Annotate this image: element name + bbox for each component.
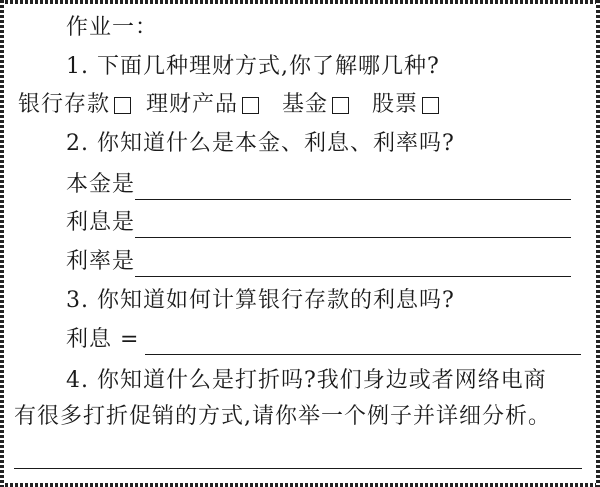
field-label: 利息是 xyxy=(66,210,136,235)
answer-blank[interactable] xyxy=(135,175,571,200)
answer-blank[interactable] xyxy=(135,252,571,277)
option-label: 理财产品 xyxy=(146,92,239,117)
field-interest-rate xyxy=(66,247,571,277)
answer-blank[interactable] xyxy=(135,213,571,238)
dashed-border-bottom xyxy=(0,483,600,487)
field-principal xyxy=(66,170,571,200)
question-1-options xyxy=(18,90,454,120)
worksheet-title: 作业一： xyxy=(66,15,159,40)
dashed-border-right xyxy=(596,0,600,487)
checkbox[interactable] xyxy=(332,97,349,114)
field-label: 利息 = xyxy=(66,327,140,352)
option-stock[interactable] xyxy=(372,90,442,120)
field-interest xyxy=(66,208,571,238)
option-label: 银行存款 xyxy=(18,92,111,117)
field-label: 利率是 xyxy=(66,249,136,274)
question-1-text: 1. 下面几种理财方式,你了解哪几种? xyxy=(66,54,440,79)
option-label: 股票 xyxy=(372,92,419,117)
option-label: 基金 xyxy=(282,92,329,117)
dashed-border-top xyxy=(0,0,600,4)
checkbox[interactable] xyxy=(422,97,439,114)
option-fund[interactable] xyxy=(282,90,352,120)
field-label: 本金是 xyxy=(66,172,136,197)
answer-line[interactable] xyxy=(14,468,582,469)
question-4-line-2: 有很多打折促销的方式,请你举一个例子并详细分析。 xyxy=(14,404,551,429)
field-interest-formula xyxy=(66,325,581,355)
question-3-text: 3. 你知道如何计算银行存款的利息吗? xyxy=(66,288,455,313)
answer-blank[interactable] xyxy=(145,330,581,355)
checkbox[interactable] xyxy=(114,97,131,114)
option-bank-deposit[interactable] xyxy=(18,90,134,120)
question-4-line-1: 4. 你知道什么是打折吗?我们身边或者网络电商 xyxy=(66,368,547,393)
dashed-border-left xyxy=(0,0,4,487)
checkbox[interactable] xyxy=(242,97,259,114)
question-2-text: 2. 你知道什么是本金、利息、利率吗? xyxy=(66,131,455,156)
option-financial-product[interactable] xyxy=(146,90,262,120)
